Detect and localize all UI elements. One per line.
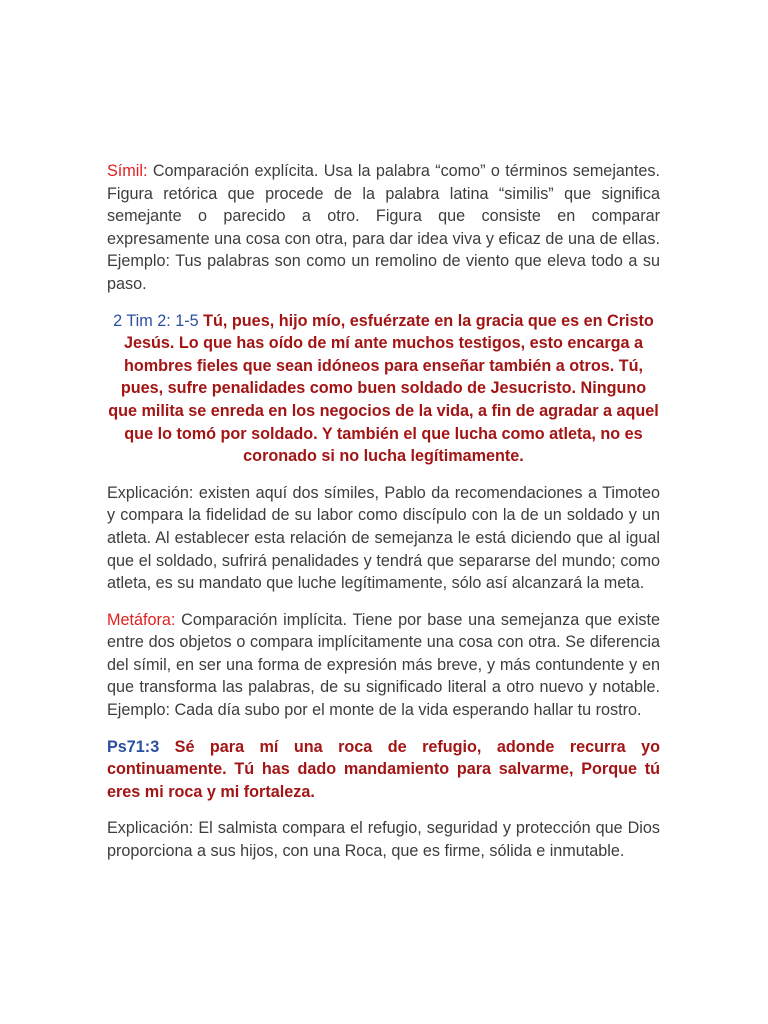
tim-reference-book: 2 Tim 2: [113,311,171,330]
ps-quote-paragraph [107,736,660,804]
simil-paragraph [107,160,660,296]
document-page [107,160,660,877]
explicacion-1-paragraph: Explicación: existen aquí dos símiles, Pablo da recomendaciones a Timoteo y compara la fidelidad de su labor como discípulo con la de un soldado y un atleta. Al establecer esta relación de semejanza le está diciendo que al igual que el soldado, sufrirá penalidades y tendrá que separarse del mundo; como atleta, es su mandato que luche legítimamente, sólo así alcanzará la meta. [107,483,660,593]
simil-term: Símil: [107,162,148,180]
metafora-term: Metáfora: [107,610,176,629]
tim-quote-text: Tú, pues, hijo mío, esfuérzate en la gracia que es en Cristo Jesús. Lo que has oído de mí ante muchos testigos, esto encarga a hombres fieles que sean idóneos para enseñar también a otros. Tú, pues, sufre penalidades como buen soldado de Jesucristo. Ninguno que milita se enreda en los negocios de la vida, a fin de agradar a aquel que lo tomó por soldado. Y también el que lucha como atleta, no es coronado si no lucha legítimamente. [108,311,659,466]
tim-quote-paragraph [107,310,660,468]
explicacion-2-paragraph: Explicación: El salmista compara el refugio, seguridad y protección que Dios proporciona a sus hijos, con una Roca, que es firme, sólida e inmutable. [107,819,660,861]
ps-reference: Ps71:3 [107,737,160,756]
ps-quote-text: Sé para mí una roca de refugio, adonde recurra yo continuamente. Tú has dado mandamiento para salvarme, Porque tú eres mi roca y mi fortaleza. [107,737,660,801]
simil-definition: Comparación explícita. Usa la palabra “como” o términos semejantes. Figura retórica que procede de la palabra latina “similis” que significa semejante o parecido a otro. Figura que consiste en comparar expresamente una cosa con otra, para dar idea viva y eficaz de una de ellas. Ejemplo: Tus palabras son como un remolino de viento que eleva todo a su paso. [107,162,661,293]
metafora-definition: Comparación implícita. Tiene por base una semejanza que existe entre dos objetos o compara implícitamente una cosa con otra. Se diferencia del símil, en ser una forma de expresión más breve, y más contundente y en que transforma las palabras, de su significado literal a otro nuevo y notable. Ejemplo: Cada día subo por el monte de la vida esperando hallar tu rostro. [107,610,661,720]
tim-reference-verses: 1-5 [175,311,199,330]
metafora-paragraph [107,609,660,722]
